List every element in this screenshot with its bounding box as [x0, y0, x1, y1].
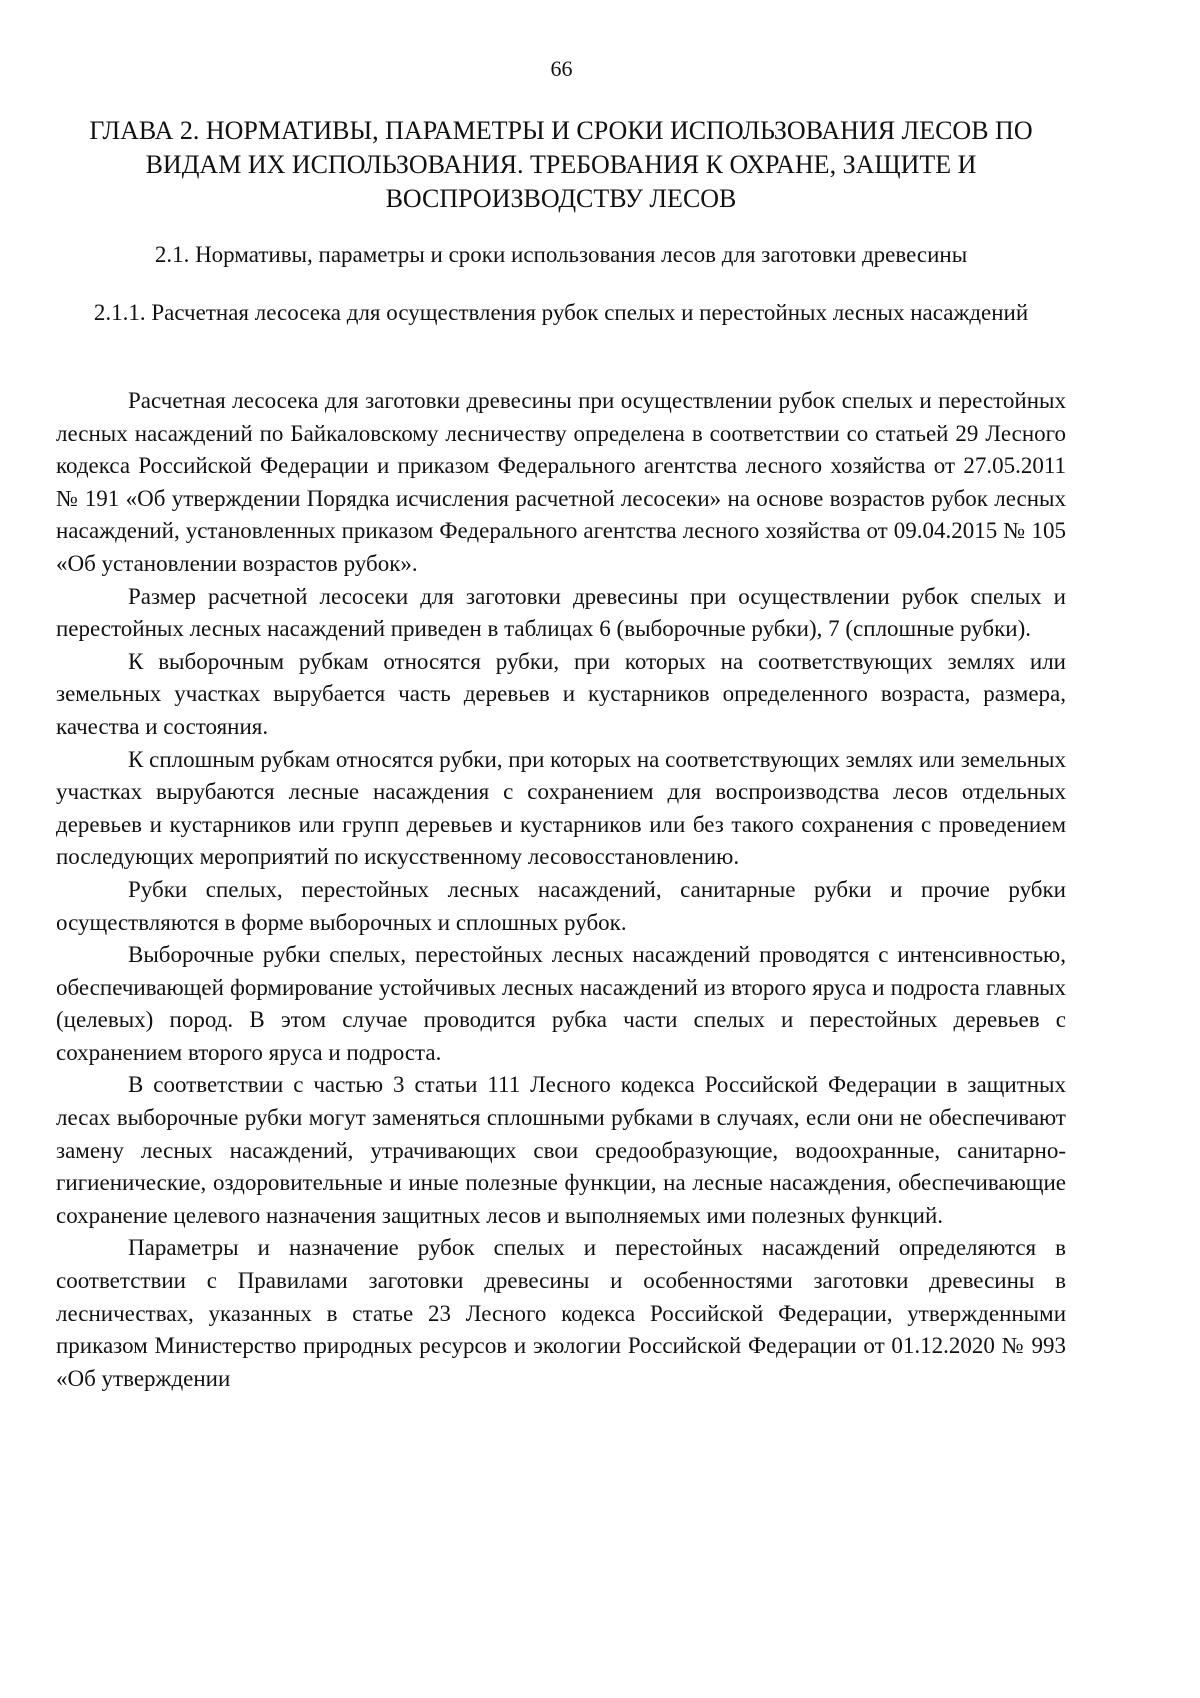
- page-number: 66: [550, 56, 573, 81]
- paragraph: В соответствии с частью 3 статьи 111 Лесного кодекса Российской Федерации в защитных лесах выборочные рубки могут заменяться сплошными рубками в случаях, если они не обеспечивают замену лесных насаждений, утрачивающих свои средообразующие, водоохранные, санитарно-гигиенические, оздоровительные и иные полезные функции, на лесные насаждения, обеспечивающие сохранение целевого назначения защитных лесов и выполняемых ими полезных функций.: [56, 1072, 1066, 1228]
- paragraph: К сплошным рубкам относятся рубки, при которых на соответствующих землях или земельных участках вырубаются лесные насаждения с сохранением для воспроизводства лесов отдельных деревьев и кустарников или групп деревьев и кустарников или без такого сохранения с проведением последующих мероприятий по искусственному лесовосстановлению.: [56, 746, 1066, 870]
- section-title: 2.1. Нормативы, параметры и сроки использования лесов для заготовки древесины: [154, 242, 968, 267]
- paragraph: Параметры и назначение рубок спелых и перестойных насаждений определяются в соответствии с Правилами заготовки древесины и особенностями заготовки древесины в лесничествах, указанных в статье 23 Лесного кодекса Российской Федерации, утвержденными приказом Министерство природных ресурсов и экологии Российской Федерации от 01.12.2020 № 993 «Об утверждении: [56, 1235, 1066, 1391]
- paragraph: Выборочные рубки спелых, перестойных лесных насаждений проводятся с интенсивностью, обеспечивающей формирование устойчивых лесных насаждений из второго яруса и подроста главных (целевых) пород. В этом случае проводится рубка части спелых и перестойных деревьев с сохранением второго яруса и подроста.: [56, 942, 1066, 1065]
- paragraph: К выборочным рубкам относятся рубки, при которых на соответствующих землях или земельных участках вырубается часть деревьев и кустарников определенного возраста, размера, качества и состояния.: [56, 648, 1066, 739]
- chapter-title: ГЛАВА 2. НОРМАТИВЫ, ПАРАМЕТРЫ И СРОКИ ИСПОЛЬЗОВАНИЯ ЛЕСОВ ПО ВИДАМ ИХ ИСПОЛЬЗОВАНИЯ. ТРЕБОВАНИЯ К ОХРАНЕ, ЗАЩИТЕ И ВОСПРОИЗВОДСТВУ ЛЕСОВ: [89, 116, 1033, 213]
- paragraph: Размер расчетной лесосеки для заготовки древесины при осуществлении рубок спелых и перестойных лесных насаждений приведен в таблицах 6 (выборочные рубки), 7 (сплошные рубки).: [56, 583, 1066, 642]
- body-text: [56, 385, 1066, 1395]
- paragraph: Рубки спелых, перестойных лесных насаждений, санитарные рубки и прочие рубки осуществляются в форме выборочных и сплошных рубок.: [56, 876, 1066, 935]
- paragraph: Расчетная лесосека для заготовки древесины при осуществлении рубок спелых и перестойных лесных насаждений по Байкаловскому лесничеству определена в соответствии со статьей 29 Лесного кодекса Российской Федерации и приказом Федерального агентства лесного хозяйства от 27.05.2011 № 191 «Об утверждении Порядка исчисления расчетной лесосеки» на основе возрастов рубок лесных насаждений, установленных приказом Федерального агентства лесного хозяйства от 09.04.2015 № 105 «Об установлении возрастов рубок».: [56, 388, 1066, 576]
- subsection-title: 2.1.1. Расчетная лесосека для осуществления рубок спелых и перестойных лесных насаждений: [93, 300, 1029, 325]
